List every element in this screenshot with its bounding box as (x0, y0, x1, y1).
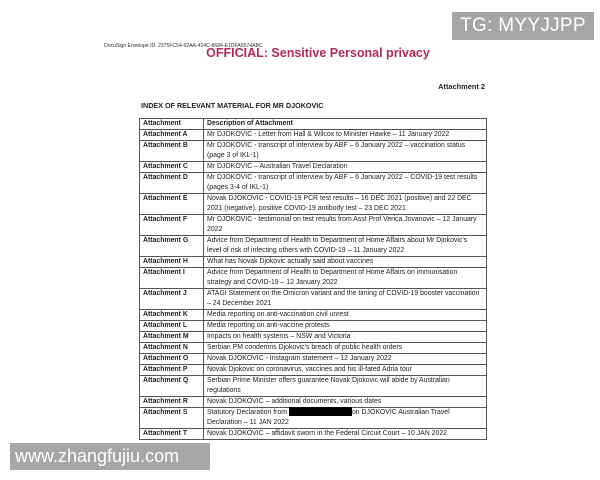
attachment-description: Serbian Prime Minister offers guarantee Novak Djokovic will abide by Australian regulations (204, 376, 487, 397)
table-row (140, 310, 487, 321)
table-row (140, 365, 487, 376)
table-row (140, 343, 487, 354)
attachment-description: Media reporting on anti-vaccine protests (204, 321, 487, 332)
table-row (140, 397, 487, 408)
attachment-id: Attachment A (140, 130, 204, 141)
attachment-description: Advice from Department of Health to Department of Home Affairs on immunisation strategy and COVID-19 – 12 January 2022 (204, 268, 487, 289)
attachment-id: Attachment L (140, 321, 204, 332)
attachment-id: Attachment P (140, 365, 204, 376)
table-row (140, 376, 487, 397)
attachment-id: Attachment R (140, 397, 204, 408)
attachment-description: Advice from Department of Health to Department of Home Affairs about Mr Djokovic's level of risk of infecting others with COVID-19 – 11 January 2022 (204, 236, 487, 257)
table-row (140, 332, 487, 343)
attachment-number: Attachment 2 (438, 82, 485, 91)
table-row (140, 130, 487, 141)
attachment-description: Novak DJOKOVIC - Instagram statement – 12 January 2022 (204, 354, 487, 365)
attachment-id: Attachment I (140, 268, 204, 289)
attachment-description: Novak DJOKOVIC – additional documents, various dates (204, 397, 487, 408)
attachment-description: Mr DJOKOVIC - testimonial on test results from Asst Prof Verica Jovanovic – 12 January 2022 (204, 215, 487, 236)
column-header-attachment: Attachment (140, 119, 204, 130)
attachment-description: Mr DJOKOVIC - transcript of interview by ABF – 6 January 2022 – COVID-19 test results (pages 3-4 of IKL-1) (204, 173, 487, 194)
attachment-description: Media reporting on anti-vaccination civil unrest (204, 310, 487, 321)
attachment-id: Attachment M (140, 332, 204, 343)
table-row (140, 289, 487, 310)
index-title: INDEX OF RELEVANT MATERIAL FOR MR DJOKOVIC (141, 101, 324, 110)
description-text-before: Statutory Declaration from (207, 409, 288, 416)
attachment-description: Mr DJOKOVIC - Letter from Hall & Wilcox to Minister Hawke – 11 January 2022 (204, 130, 487, 141)
table-row (140, 354, 487, 365)
attachment-id: Attachment D (140, 173, 204, 194)
attachment-description: Novak Djokovic on coronavirus, vaccines and his ill-fated Adria tour (204, 365, 487, 376)
table-row (140, 429, 487, 440)
table-row (140, 215, 487, 236)
table-row (140, 194, 487, 215)
classification-banner: OFFICIAL: Sensitive Personal privacy (206, 46, 430, 60)
attachment-description: ATAGI Statement on the Omicron variant and the timing of COVID-19 booster vaccination – 24 December 2021 (204, 289, 487, 310)
table-row (140, 173, 487, 194)
watermark-telegram: TG: MYYJJPP (452, 12, 594, 40)
attachment-id: Attachment B (140, 141, 204, 162)
attachment-id: Attachment C (140, 162, 204, 173)
attachment-id: Attachment G (140, 236, 204, 257)
table-row (140, 236, 487, 257)
table-row (140, 257, 487, 268)
table-row (140, 141, 487, 162)
attachment-id: Attachment S (140, 408, 204, 429)
attachment-id: Attachment T (140, 429, 204, 440)
column-header-description: Description of Attachment (204, 119, 487, 130)
attachment-description (204, 408, 487, 429)
attachment-description: Mr DJOKOVIC - transcript of interview by ABF – 6 January 2022 – vaccination status (page 3 of IKL-1) (204, 141, 487, 162)
attachment-index-table (139, 118, 487, 440)
attachment-id: Attachment N (140, 343, 204, 354)
attachment-id: Attachment J (140, 289, 204, 310)
docusign-envelope-id: DocuSign Envelope ID: 2375FC54-92AA-424C-8684-E1DFA5574ABC (104, 43, 263, 49)
attachment-id: Attachment F (140, 215, 204, 236)
attachment-id: Attachment H (140, 257, 204, 268)
attachment-description: Serbian PM condemns Djokovic's breach of public health orders (204, 343, 487, 354)
table-row (140, 321, 487, 332)
attachment-description: Novak DJOKOVIC - COVID-19 PCR test results – 16 DEC 2021 (positive) and 22 DEC 2021 (negative), positive COVID-19 antibody test – 23 DEC 2021 (204, 194, 487, 215)
attachment-description: Mr DJOKOVIC – Australian Travel Declaration (204, 162, 487, 173)
attachment-id: Attachment O (140, 354, 204, 365)
table-row (140, 408, 487, 429)
table-row (140, 268, 487, 289)
attachment-description: Impacts on health systems – NSW and Victoria (204, 332, 487, 343)
attachment-id: Attachment E (140, 194, 204, 215)
attachment-description: What has Novak Djokovic actually said about vaccines (204, 257, 487, 268)
redaction-box (289, 407, 352, 416)
watermark-website: www.zhangfujiu.com (10, 443, 210, 470)
attachment-description: Novak DJOKOVIC – affidavit sworn in the Federal Circuit Court – 10 JAN 2022 (204, 429, 487, 440)
table-row (140, 162, 487, 173)
description-text-after: on DJOKOVIC Australian Travel Declaration – 11 JAN 2022 (207, 409, 450, 426)
attachment-id: Attachment Q (140, 376, 204, 397)
attachment-id: Attachment K (140, 310, 204, 321)
table-header-row (140, 119, 487, 130)
